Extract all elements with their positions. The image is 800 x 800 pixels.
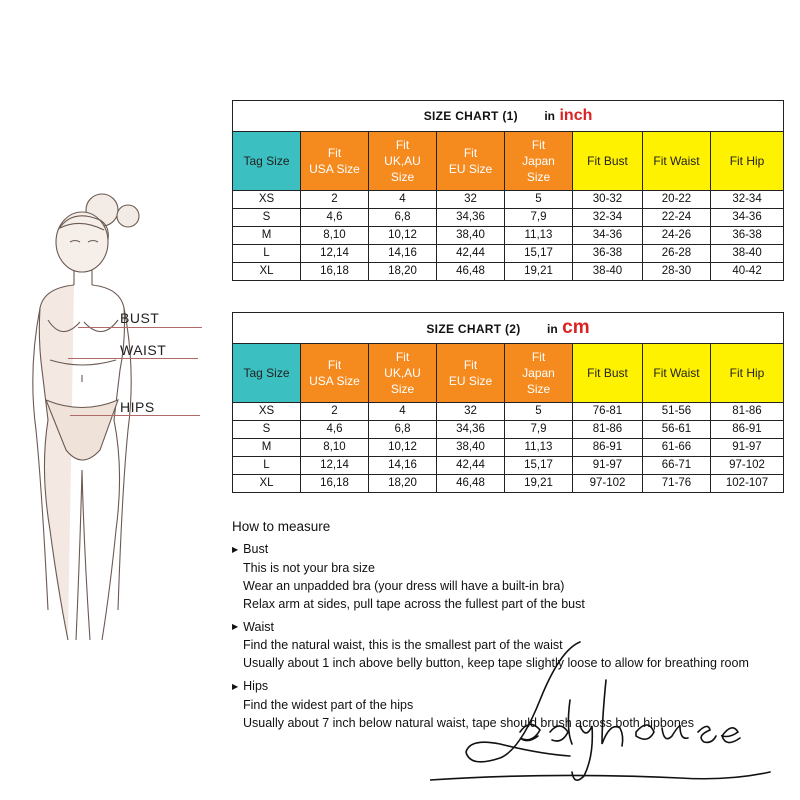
header-usa-l1: Fit — [327, 146, 342, 160]
table-cell: 46,48 — [437, 475, 505, 493]
header-jp-l3: Size — [526, 170, 551, 184]
table-cell: 14,16 — [369, 457, 437, 475]
table-cell: XL — [233, 263, 301, 281]
table-cell: 86-91 — [573, 439, 643, 457]
header-eu-l1: Fit — [463, 146, 478, 160]
table-cell: 32 — [437, 191, 505, 209]
table-row — [233, 403, 784, 421]
table-cell: 102-107 — [711, 475, 784, 493]
table-cell: 32-34 — [573, 209, 643, 227]
table-row — [233, 457, 784, 475]
chart2-unit-prefix: in — [547, 322, 558, 336]
table-cell: 16,18 — [301, 475, 369, 493]
triangle-right-icon: ▶ — [232, 544, 239, 554]
header-tag-size-text: Tag Size — [243, 366, 290, 380]
table-row — [233, 475, 784, 493]
table-cell: 42,44 — [437, 457, 505, 475]
header-uk — [369, 344, 437, 403]
table-cell: 86-91 — [711, 421, 784, 439]
table-cell: 61-66 — [643, 439, 711, 457]
chart1-header-row — [233, 132, 784, 191]
table-cell: L — [233, 457, 301, 475]
table-cell: L — [233, 245, 301, 263]
chart1-title-row — [233, 101, 784, 132]
bust-line — [78, 327, 202, 328]
table-cell: 34,36 — [437, 421, 505, 439]
bust-line-2: Wear an unpadded bra (your dress will have a built-in bra) — [243, 578, 565, 593]
header-jp-l2: Japan — [522, 366, 555, 380]
table-cell: S — [233, 421, 301, 439]
header-fit-waist-text: Fit Waist — [653, 366, 700, 380]
table-cell: 2 — [301, 403, 369, 421]
table-cell: 66-71 — [643, 457, 711, 475]
header-jp-l1: Fit — [531, 350, 546, 364]
table-cell: 5 — [505, 403, 573, 421]
header-uk-l3: Size — [390, 170, 415, 184]
chart1-title: SIZE CHART (1) — [423, 109, 518, 123]
header-uk-l2: UK,AU — [384, 366, 421, 380]
waist-section-title — [232, 618, 792, 637]
table-cell: 81-86 — [573, 421, 643, 439]
table-cell: 38,40 — [437, 439, 505, 457]
table-cell: 2 — [301, 191, 369, 209]
table-cell: 34-36 — [573, 227, 643, 245]
bust-line-3: Relax arm at sides, pull tape across the fullest part of the bust — [243, 596, 585, 611]
size-chart-inch — [232, 100, 784, 281]
table-cell: 38-40 — [573, 263, 643, 281]
ladyhouse-signature-logo — [430, 640, 790, 790]
header-usa — [301, 132, 369, 191]
header-fit-bust — [573, 344, 643, 403]
table-cell: 32 — [437, 403, 505, 421]
table-cell: 18,20 — [369, 263, 437, 281]
waist-line-1: Find the natural waist, this is the smallest part of the waist — [243, 638, 563, 653]
signature-script — [430, 640, 790, 790]
table-cell: 4 — [369, 403, 437, 421]
triangle-right-icon: ▶ — [232, 622, 239, 632]
waist-title-text: Waist — [243, 619, 274, 634]
table-cell: 15,17 — [505, 245, 573, 263]
hips-line-2: Usually about 7 inch below natural waist, tape should brush across both hipbones — [243, 716, 694, 731]
table-cell: 18,20 — [369, 475, 437, 493]
table-cell: 32-34 — [711, 191, 784, 209]
table-cell: 15,17 — [505, 457, 573, 475]
table-cell: 36-38 — [711, 227, 784, 245]
table-cell: 71-76 — [643, 475, 711, 493]
header-eu — [437, 344, 505, 403]
table-cell: 8,10 — [301, 227, 369, 245]
table-row — [233, 439, 784, 457]
header-fit-hip — [711, 132, 784, 191]
header-jp — [505, 132, 573, 191]
chart2-title-row — [233, 313, 784, 344]
size-chart-cm — [232, 312, 784, 493]
header-tag-size-text: Tag Size — [243, 154, 290, 168]
table-cell: 6,8 — [369, 209, 437, 227]
table-cell: 6,8 — [369, 421, 437, 439]
table-cell: 12,14 — [301, 457, 369, 475]
header-fit-waist — [643, 132, 711, 191]
chart2-unit: cm — [562, 317, 590, 338]
table-cell: 51-56 — [643, 403, 711, 421]
table-cell: 34,36 — [437, 209, 505, 227]
table-cell: 81-86 — [711, 403, 784, 421]
bust-title-text: Bust — [243, 542, 269, 556]
header-fit-waist-text: Fit Waist — [653, 154, 700, 168]
table-cell: 38,40 — [437, 227, 505, 245]
table-cell: M — [233, 227, 301, 245]
header-eu — [437, 132, 505, 191]
header-fit-hip-text: Fit Hip — [729, 366, 765, 380]
table-cell: M — [233, 439, 301, 457]
table-row — [233, 263, 784, 281]
table-cell: 20-22 — [643, 191, 711, 209]
table-cell: 40-42 — [711, 263, 784, 281]
table-cell: 11,13 — [505, 439, 573, 457]
table-row — [233, 227, 784, 245]
header-tag-size — [233, 344, 301, 403]
table-cell: 10,12 — [369, 439, 437, 457]
table-cell: 5 — [505, 191, 573, 209]
table-cell: 30-32 — [573, 191, 643, 209]
table-cell: 12,14 — [301, 245, 369, 263]
chart1-unit: inch — [559, 107, 593, 124]
table-row — [233, 209, 784, 227]
waist-line — [68, 358, 198, 359]
header-tag-size — [233, 132, 301, 191]
chart2-title-cell — [233, 313, 784, 344]
table-cell: 4 — [369, 191, 437, 209]
table-cell: 14,16 — [369, 245, 437, 263]
table-cell: S — [233, 209, 301, 227]
table-cell: 4,6 — [301, 421, 369, 439]
table-cell: 7,9 — [505, 421, 573, 439]
bust-label: BUST — [120, 310, 160, 326]
table-cell: 76-81 — [573, 403, 643, 421]
body-figure — [20, 170, 220, 650]
how-to-measure-heading: How to measure — [232, 519, 331, 534]
header-jp-l3: Size — [526, 382, 551, 396]
table-cell: 19,21 — [505, 263, 573, 281]
header-fit-waist — [643, 344, 711, 403]
header-jp — [505, 344, 573, 403]
header-usa-l2: USA Size — [309, 374, 360, 388]
header-fit-hip — [711, 344, 784, 403]
hips-line — [70, 415, 200, 416]
header-jp-l2: Japan — [522, 154, 555, 168]
waist-label: WAIST — [120, 342, 167, 358]
table-cell: 91-97 — [573, 457, 643, 475]
header-uk-l2: UK,AU — [384, 154, 421, 168]
table-cell: 24-26 — [643, 227, 711, 245]
table-cell: 36-38 — [573, 245, 643, 263]
hips-label: HIPS — [120, 399, 155, 415]
table-cell: 19,21 — [505, 475, 573, 493]
table-cell: 16,18 — [301, 263, 369, 281]
table-cell: 8,10 — [301, 439, 369, 457]
table-cell: 97-102 — [711, 457, 784, 475]
table-cell: XS — [233, 191, 301, 209]
header-fit-bust-text: Fit Bust — [587, 366, 628, 380]
table-cell: XS — [233, 403, 301, 421]
waist-line-2: Usually about 1 inch above belly button, keep tape slightly loose to allow for breathing room — [243, 656, 749, 671]
table-cell: 97-102 — [573, 475, 643, 493]
header-uk-l1: Fit — [395, 138, 410, 152]
table-cell: 4,6 — [301, 209, 369, 227]
header-usa — [301, 344, 369, 403]
table-row — [233, 191, 784, 209]
bust-section-title — [232, 540, 792, 559]
table-row — [233, 245, 784, 263]
table-cell: 10,12 — [369, 227, 437, 245]
header-jp-l1: Fit — [531, 138, 546, 152]
hips-line-1: Find the widest part of the hips — [243, 698, 414, 713]
header-uk — [369, 132, 437, 191]
chart1-title-cell — [233, 101, 784, 132]
table-cell: 91-97 — [711, 439, 784, 457]
header-uk-l3: Size — [390, 382, 415, 396]
table-cell: 11,13 — [505, 227, 573, 245]
header-fit-bust — [573, 132, 643, 191]
table-cell: 42,44 — [437, 245, 505, 263]
chart2-title: SIZE CHART (2) — [426, 322, 521, 336]
header-eu-l2: EU Size — [448, 162, 493, 176]
table-row — [233, 421, 784, 439]
header-uk-l1: Fit — [395, 350, 410, 364]
header-fit-hip-text: Fit Hip — [729, 154, 765, 168]
table-cell: 56-61 — [643, 421, 711, 439]
table-cell: 28-30 — [643, 263, 711, 281]
bust-line-1: This is not your bra size — [243, 560, 375, 575]
header-eu-l2: EU Size — [448, 374, 493, 388]
hips-title-text: Hips — [243, 679, 269, 694]
table-cell: 7,9 — [505, 209, 573, 227]
table-cell: 22-24 — [643, 209, 711, 227]
table-cell: 34-36 — [711, 209, 784, 227]
header-usa-l1: Fit — [327, 358, 342, 372]
header-eu-l1: Fit — [463, 358, 478, 372]
table-cell: 38-40 — [711, 245, 784, 263]
header-usa-l2: USA Size — [309, 162, 360, 176]
header-fit-bust-text: Fit Bust — [587, 154, 628, 168]
chart2-header-row — [233, 344, 784, 403]
table-cell: XL — [233, 475, 301, 493]
chart1-unit-prefix: in — [544, 109, 556, 123]
triangle-right-icon: ▶ — [232, 682, 239, 692]
table-cell: 26-28 — [643, 245, 711, 263]
table-cell: 46,48 — [437, 263, 505, 281]
